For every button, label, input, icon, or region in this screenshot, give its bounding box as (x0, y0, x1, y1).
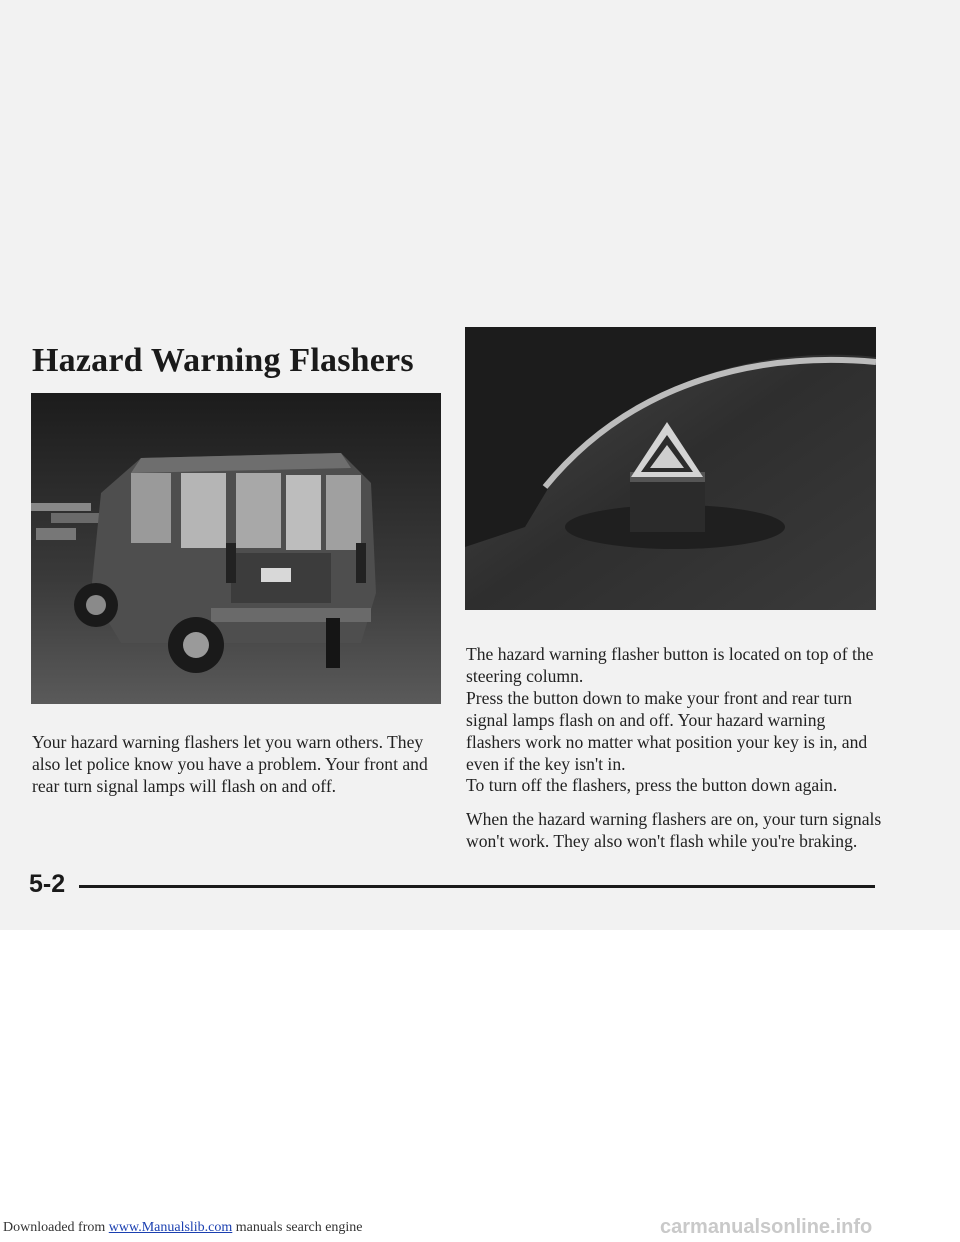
footer-rule (79, 885, 875, 888)
note-paragraph: When the hazard warning flashers are on, your turn signals won't work. They also won't flash while you're braking. (466, 809, 882, 851)
steering-column-illustration (465, 327, 876, 610)
hazard-button-photo (465, 327, 876, 610)
manualslib-link[interactable]: www.Manualslib.com (108, 1220, 233, 1235)
page-number: 5-2 (29, 870, 66, 898)
van-photo (31, 393, 441, 704)
page-title: Hazard Warning Flashers (32, 342, 414, 379)
usage-paragraph: Press the button down to make your front and rear turn signal lamps flash on and off. Your hazard warning flashers work no matter what position your key is in, and even if the key isn't in. (466, 688, 868, 774)
location-paragraph: The hazard warning flasher button is located on top of the steering column. (466, 644, 874, 686)
van-illustration (31, 393, 441, 704)
credit-prefix: Downloaded from (3, 1220, 109, 1235)
download-credit (3, 1220, 363, 1236)
watermark-text: carmanualsonline.info (660, 1216, 873, 1238)
turn-off-paragraph: To turn off the flashers, press the button down again. (466, 775, 838, 795)
credit-suffix: manuals search engine (232, 1220, 363, 1235)
intro-paragraph: Your hazard warning flashers let you warn others. They also let police know you have a problem. Your front and rear turn signal lamps will flash on and off. (32, 732, 428, 796)
